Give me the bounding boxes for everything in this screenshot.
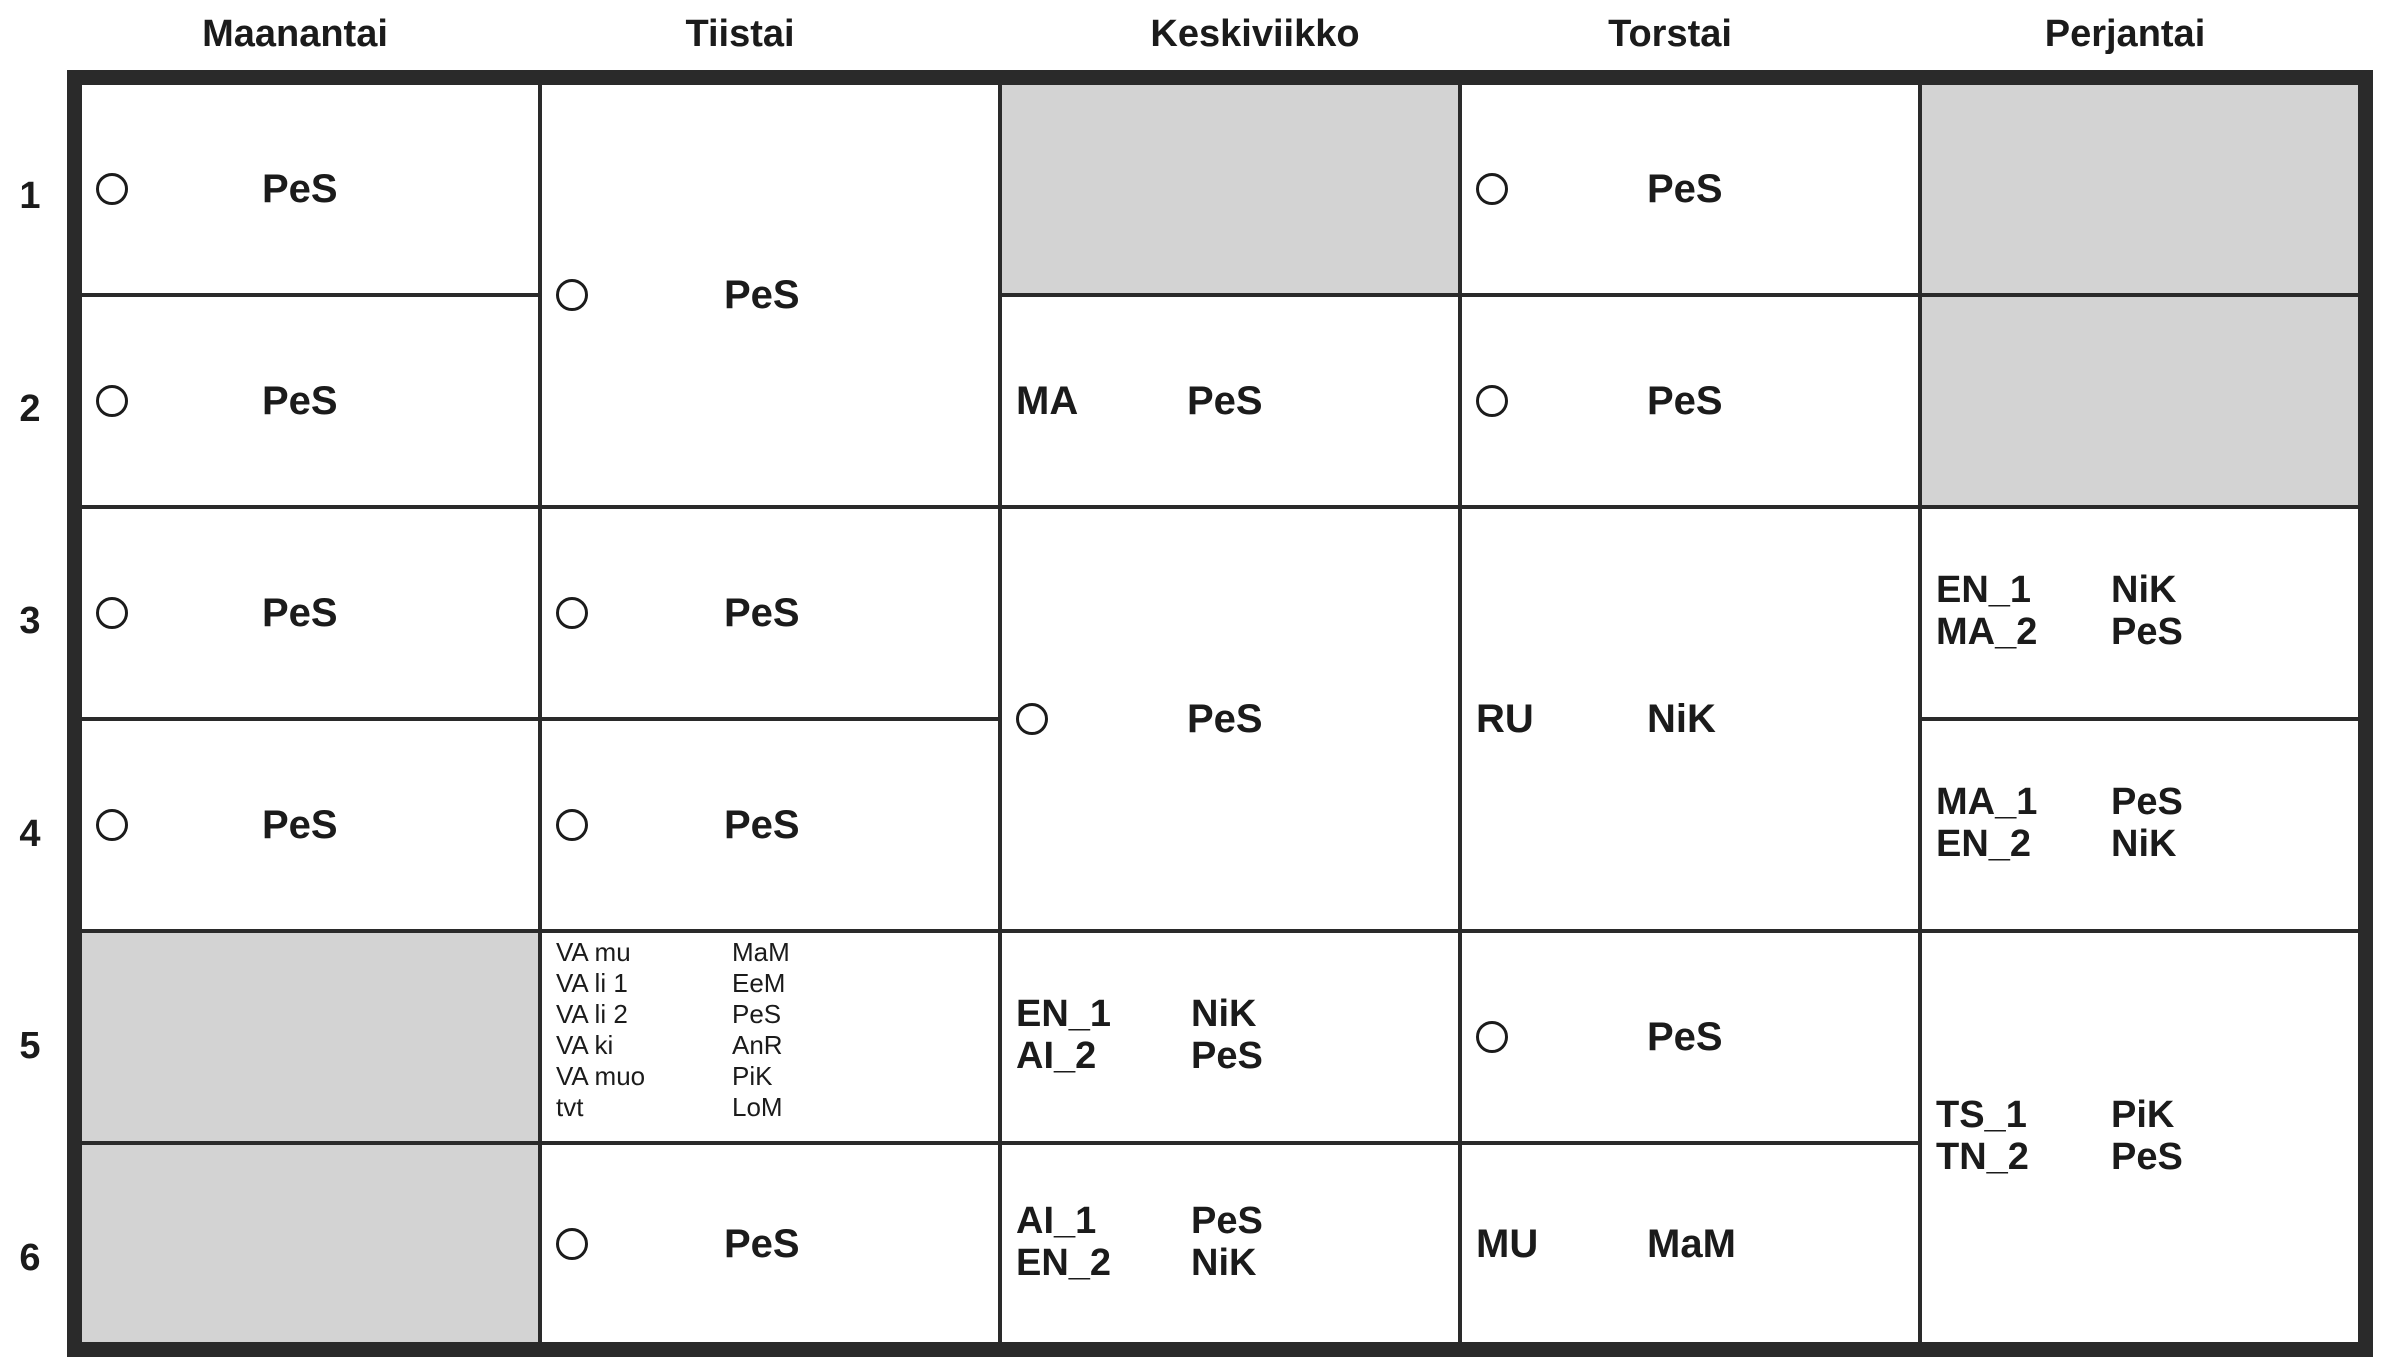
- slot-monday-3[interactable]: [80, 507, 540, 719]
- slot-thursday-6[interactable]: [1460, 1143, 1920, 1344]
- elective-row: [556, 1092, 976, 1123]
- teacher-label: PeS: [1187, 379, 1263, 423]
- subject-label: MA: [1016, 379, 1079, 423]
- slot-tuesday-4[interactable]: [540, 719, 1000, 931]
- split-group: [1936, 1094, 2336, 1178]
- subject-label: EN_2: [1016, 1241, 1112, 1284]
- teacher-label: NiK: [2111, 569, 2177, 611]
- slot-tuesday-6[interactable]: [540, 1143, 1000, 1344]
- circle-icon: [1476, 173, 1508, 205]
- subject-label: EN_1: [1936, 569, 2032, 611]
- slot-monday-6-empty: [80, 1143, 540, 1344]
- elective-subject: tvt: [556, 1092, 584, 1122]
- teacher-label: PeS: [724, 591, 800, 635]
- day-header-tuesday: Tiistai: [685, 13, 795, 55]
- row-number-6: 6: [19, 1237, 41, 1279]
- slot-monday-2[interactable]: [80, 295, 540, 507]
- elective-teacher: MaM: [732, 937, 790, 967]
- subject-label: TS_1: [1936, 1093, 2027, 1136]
- teacher-label: PeS: [1191, 1035, 1263, 1077]
- slot-wednesday-3-4[interactable]: [1000, 507, 1460, 931]
- teacher-label: NiK: [2111, 823, 2177, 865]
- teacher-label: PeS: [1191, 1199, 1263, 1242]
- elective-teacher: PeS: [732, 999, 782, 1029]
- teacher-label: PeS: [262, 803, 338, 847]
- teacher-label: PeS: [2111, 1135, 2183, 1178]
- elective-row: [556, 968, 976, 999]
- circle-icon: [556, 597, 588, 629]
- slot-thursday-3-4[interactable]: [1460, 507, 1920, 931]
- electives-list: [556, 937, 976, 1123]
- circle-icon: [556, 1228, 588, 1260]
- elective-subject: VA mu: [556, 937, 631, 967]
- teacher-label: PeS: [262, 379, 338, 423]
- elective-teacher: LoM: [732, 1092, 783, 1122]
- slot-monday-5-empty: [80, 931, 540, 1143]
- slot-wednesday-1-empty: [1000, 83, 1460, 295]
- day-header-thursday: Torstai: [1608, 13, 1732, 55]
- elective-subject: VA li 1: [556, 968, 628, 998]
- circle-icon: [96, 173, 128, 205]
- split-group: [1016, 993, 1416, 1077]
- slot-monday-4[interactable]: [80, 719, 540, 931]
- split-group: [1016, 1200, 1416, 1284]
- subject-label: RU: [1476, 697, 1534, 741]
- row-number-5: 5: [19, 1025, 41, 1067]
- slot-friday-5-6[interactable]: [1920, 931, 2360, 1344]
- subject-label: EN_1: [1016, 993, 1112, 1035]
- slot-wednesday-6[interactable]: [1000, 1143, 1460, 1344]
- circle-icon: [96, 809, 128, 841]
- elective-subject: VA ki: [556, 1030, 614, 1060]
- elective-row: [556, 1061, 976, 1092]
- elective-row: [556, 937, 976, 968]
- elective-subject: VA muo: [556, 1061, 646, 1091]
- slot-thursday-1[interactable]: [1460, 83, 1920, 295]
- subject-label: EN_2: [1936, 823, 2032, 865]
- slot-monday-1[interactable]: [80, 83, 540, 295]
- subject-label: MA_2: [1936, 611, 2038, 653]
- circle-icon: [556, 809, 588, 841]
- day-header-wednesday: Keskiviikko: [1150, 13, 1360, 55]
- slot-friday-2-empty: [1920, 295, 2360, 507]
- timetable-grid: [67, 70, 2373, 1357]
- teacher-label: PiK: [2111, 1093, 2175, 1136]
- day-header-monday: Maanantai: [202, 13, 388, 55]
- circle-icon: [1016, 703, 1048, 735]
- split-group: [1936, 569, 2336, 653]
- circle-icon: [1476, 1021, 1508, 1053]
- slot-thursday-5[interactable]: [1460, 931, 1920, 1143]
- elective-row: [556, 999, 976, 1030]
- teacher-label: PeS: [2111, 611, 2183, 653]
- subject-label: MU: [1476, 1221, 1539, 1266]
- slot-tuesday-3[interactable]: [540, 507, 1000, 719]
- teacher-label: PeS: [262, 167, 338, 211]
- row-number-2: 2: [19, 388, 41, 430]
- teacher-label: PeS: [1647, 167, 1723, 211]
- split-group: [1936, 781, 2336, 865]
- subject-label: AI_1: [1016, 1199, 1097, 1242]
- slot-tuesday-5-electives[interactable]: [540, 931, 1000, 1143]
- teacher-label: PeS: [1647, 1015, 1723, 1059]
- teacher-label: PeS: [1187, 697, 1263, 741]
- circle-icon: [96, 385, 128, 417]
- circle-icon: [556, 279, 588, 311]
- slot-friday-4[interactable]: [1920, 719, 2360, 931]
- day-header-friday: Perjantai: [2044, 13, 2206, 55]
- slot-wednesday-2[interactable]: [1000, 295, 1460, 507]
- teacher-label: PeS: [262, 591, 338, 635]
- teacher-label: NiK: [1191, 1241, 1257, 1284]
- slot-thursday-2[interactable]: [1460, 295, 1920, 507]
- elective-teacher: PiK: [732, 1061, 773, 1091]
- teacher-label: MaM: [1647, 1221, 1736, 1266]
- teacher-label: NiK: [1191, 993, 1257, 1035]
- teacher-label: PeS: [724, 1221, 800, 1266]
- slot-friday-3[interactable]: [1920, 507, 2360, 719]
- subject-label: MA_1: [1936, 781, 2038, 823]
- circle-icon: [96, 597, 128, 629]
- row-number-4: 4: [19, 813, 41, 855]
- circle-icon: [1476, 385, 1508, 417]
- slot-tuesday-1-2[interactable]: [540, 83, 1000, 507]
- elective-subject: VA li 2: [556, 999, 628, 1029]
- subject-label: TN_2: [1936, 1135, 2029, 1178]
- slot-wednesday-5[interactable]: [1000, 931, 1460, 1143]
- elective-row: [556, 1030, 976, 1061]
- row-number-1: 1: [19, 175, 41, 217]
- teacher-label: PeS: [724, 803, 800, 847]
- elective-teacher: AnR: [732, 1030, 783, 1060]
- row-number-3: 3: [19, 600, 41, 642]
- teacher-label: PeS: [1647, 379, 1723, 423]
- teacher-label: PeS: [724, 273, 800, 317]
- slot-friday-1-empty: [1920, 83, 2360, 295]
- teacher-label: NiK: [1647, 697, 1716, 741]
- subject-label: AI_2: [1016, 1035, 1097, 1077]
- teacher-label: PeS: [2111, 781, 2183, 823]
- elective-teacher: EeM: [732, 968, 786, 998]
